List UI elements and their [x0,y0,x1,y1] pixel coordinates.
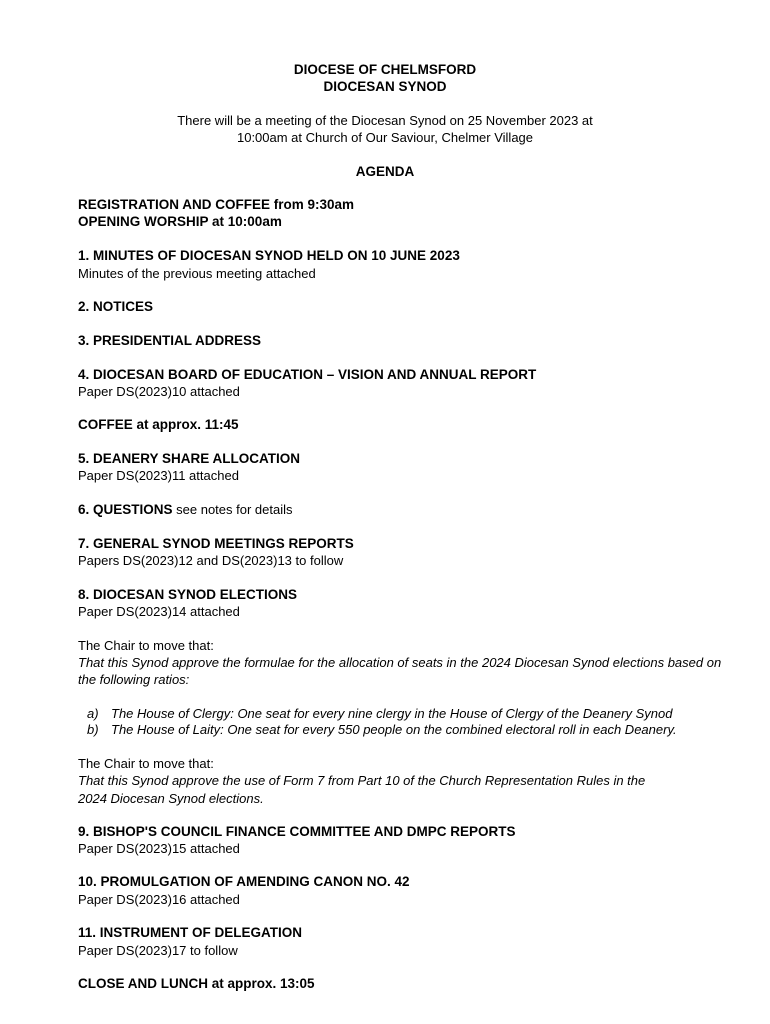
coffee-label: COFFEE [78,417,133,432]
item-7-title: 7. GENERAL SYNOD MEETINGS REPORTS [78,536,354,551]
item-9-note: Paper DS(2023)15 attached [78,841,240,856]
registration-time: from 9:30am [270,197,355,212]
motion-1-text-line2: the following ratios: [78,672,190,687]
item-8-note: Paper DS(2023)14 attached [78,604,240,619]
item-4-note: Paper DS(2023)10 attached [78,384,240,399]
ratio-item-b [87,721,677,738]
motion-1-intro: The Chair to move that: [78,638,214,653]
item-4-title: 4. DIOCESAN BOARD OF EDUCATION – VISION AND ANNUAL REPORT [78,367,537,382]
item-10-note: Paper DS(2023)16 attached [78,892,240,907]
meeting-intro-line1: There will be a meeting of the Diocesan Synod on 25 November 2023 at [177,113,593,128]
item-3-title: 3. PRESIDENTIAL ADDRESS [78,333,262,348]
ratio-a-text: The House of Clergy: One seat for every nine clergy in the House of Clergy of the Deanery Synod [111,706,673,721]
item-6-title: 6. QUESTIONS [78,502,173,517]
coffee-time: at approx. 11:45 [132,417,239,432]
meeting-intro-line2: 10:00am at Church of Our Saviour, Chelmer Village [236,130,534,145]
item-6-line [78,501,293,518]
close-line [78,975,315,992]
worship-time: at 10:00am [208,214,282,229]
motion-1-text-line1: That this Synod approve the formulae for the allocation of seats in the 2024 Diocesan Synod elections based on [78,655,722,670]
ratio-b-text: The House of Laity: One seat for every 550 people on the combined electoral roll in each Deanery. [111,722,677,737]
worship-line [78,213,282,230]
item-1-title: 1. MINUTES OF DIOCESAN SYNOD HELD ON 10 JUNE 2023 [78,248,460,263]
diocese-title: DIOCESE OF CHELMSFORD [293,62,477,77]
agenda-heading: AGENDA [355,164,415,179]
motion-2-text-line2: 2024 Diocesan Synod elections. [78,791,264,806]
item-7-note: Papers DS(2023)12 and DS(2023)13 to follow [78,553,344,568]
worship-label: OPENING WORSHIP [78,214,209,229]
registration-label: REGISTRATION AND COFFEE [78,197,270,212]
motion-2-intro: The Chair to move that: [78,756,214,771]
item-8-title: 8. DIOCESAN SYNOD ELECTIONS [78,587,298,602]
ratio-b-marker: b) [87,722,99,737]
item-6-note: see notes for details [172,502,293,517]
item-1-note: Minutes of the previous meeting attached [78,266,316,281]
item-5-note: Paper DS(2023)11 attached [78,468,239,483]
synod-title: DIOCESAN SYNOD [323,79,447,94]
item-11-note: Paper DS(2023)17 to follow [78,943,238,958]
close-label: CLOSE AND LUNCH [78,976,208,991]
registration-line [78,196,354,213]
item-10-title: 10. PROMULGATION OF AMENDING CANON NO. 42 [78,874,410,889]
item-9-title: 9. BISHOP'S COUNCIL FINANCE COMMITTEE AND DMPC REPORTS [78,824,516,839]
coffee-line [78,416,239,433]
motion-2-text-line1: That this Synod approve the use of Form 7 from Part 10 of the Church Representation Rules in the [78,773,646,788]
close-time: at approx. 13:05 [208,976,315,991]
item-5-title: 5. DEANERY SHARE ALLOCATION [78,451,301,466]
ratio-a-marker: a) [87,706,99,721]
ratio-item-a [87,705,672,722]
item-11-title: 11. INSTRUMENT OF DELEGATION [78,925,303,940]
item-2-title: 2. NOTICES [78,299,154,314]
